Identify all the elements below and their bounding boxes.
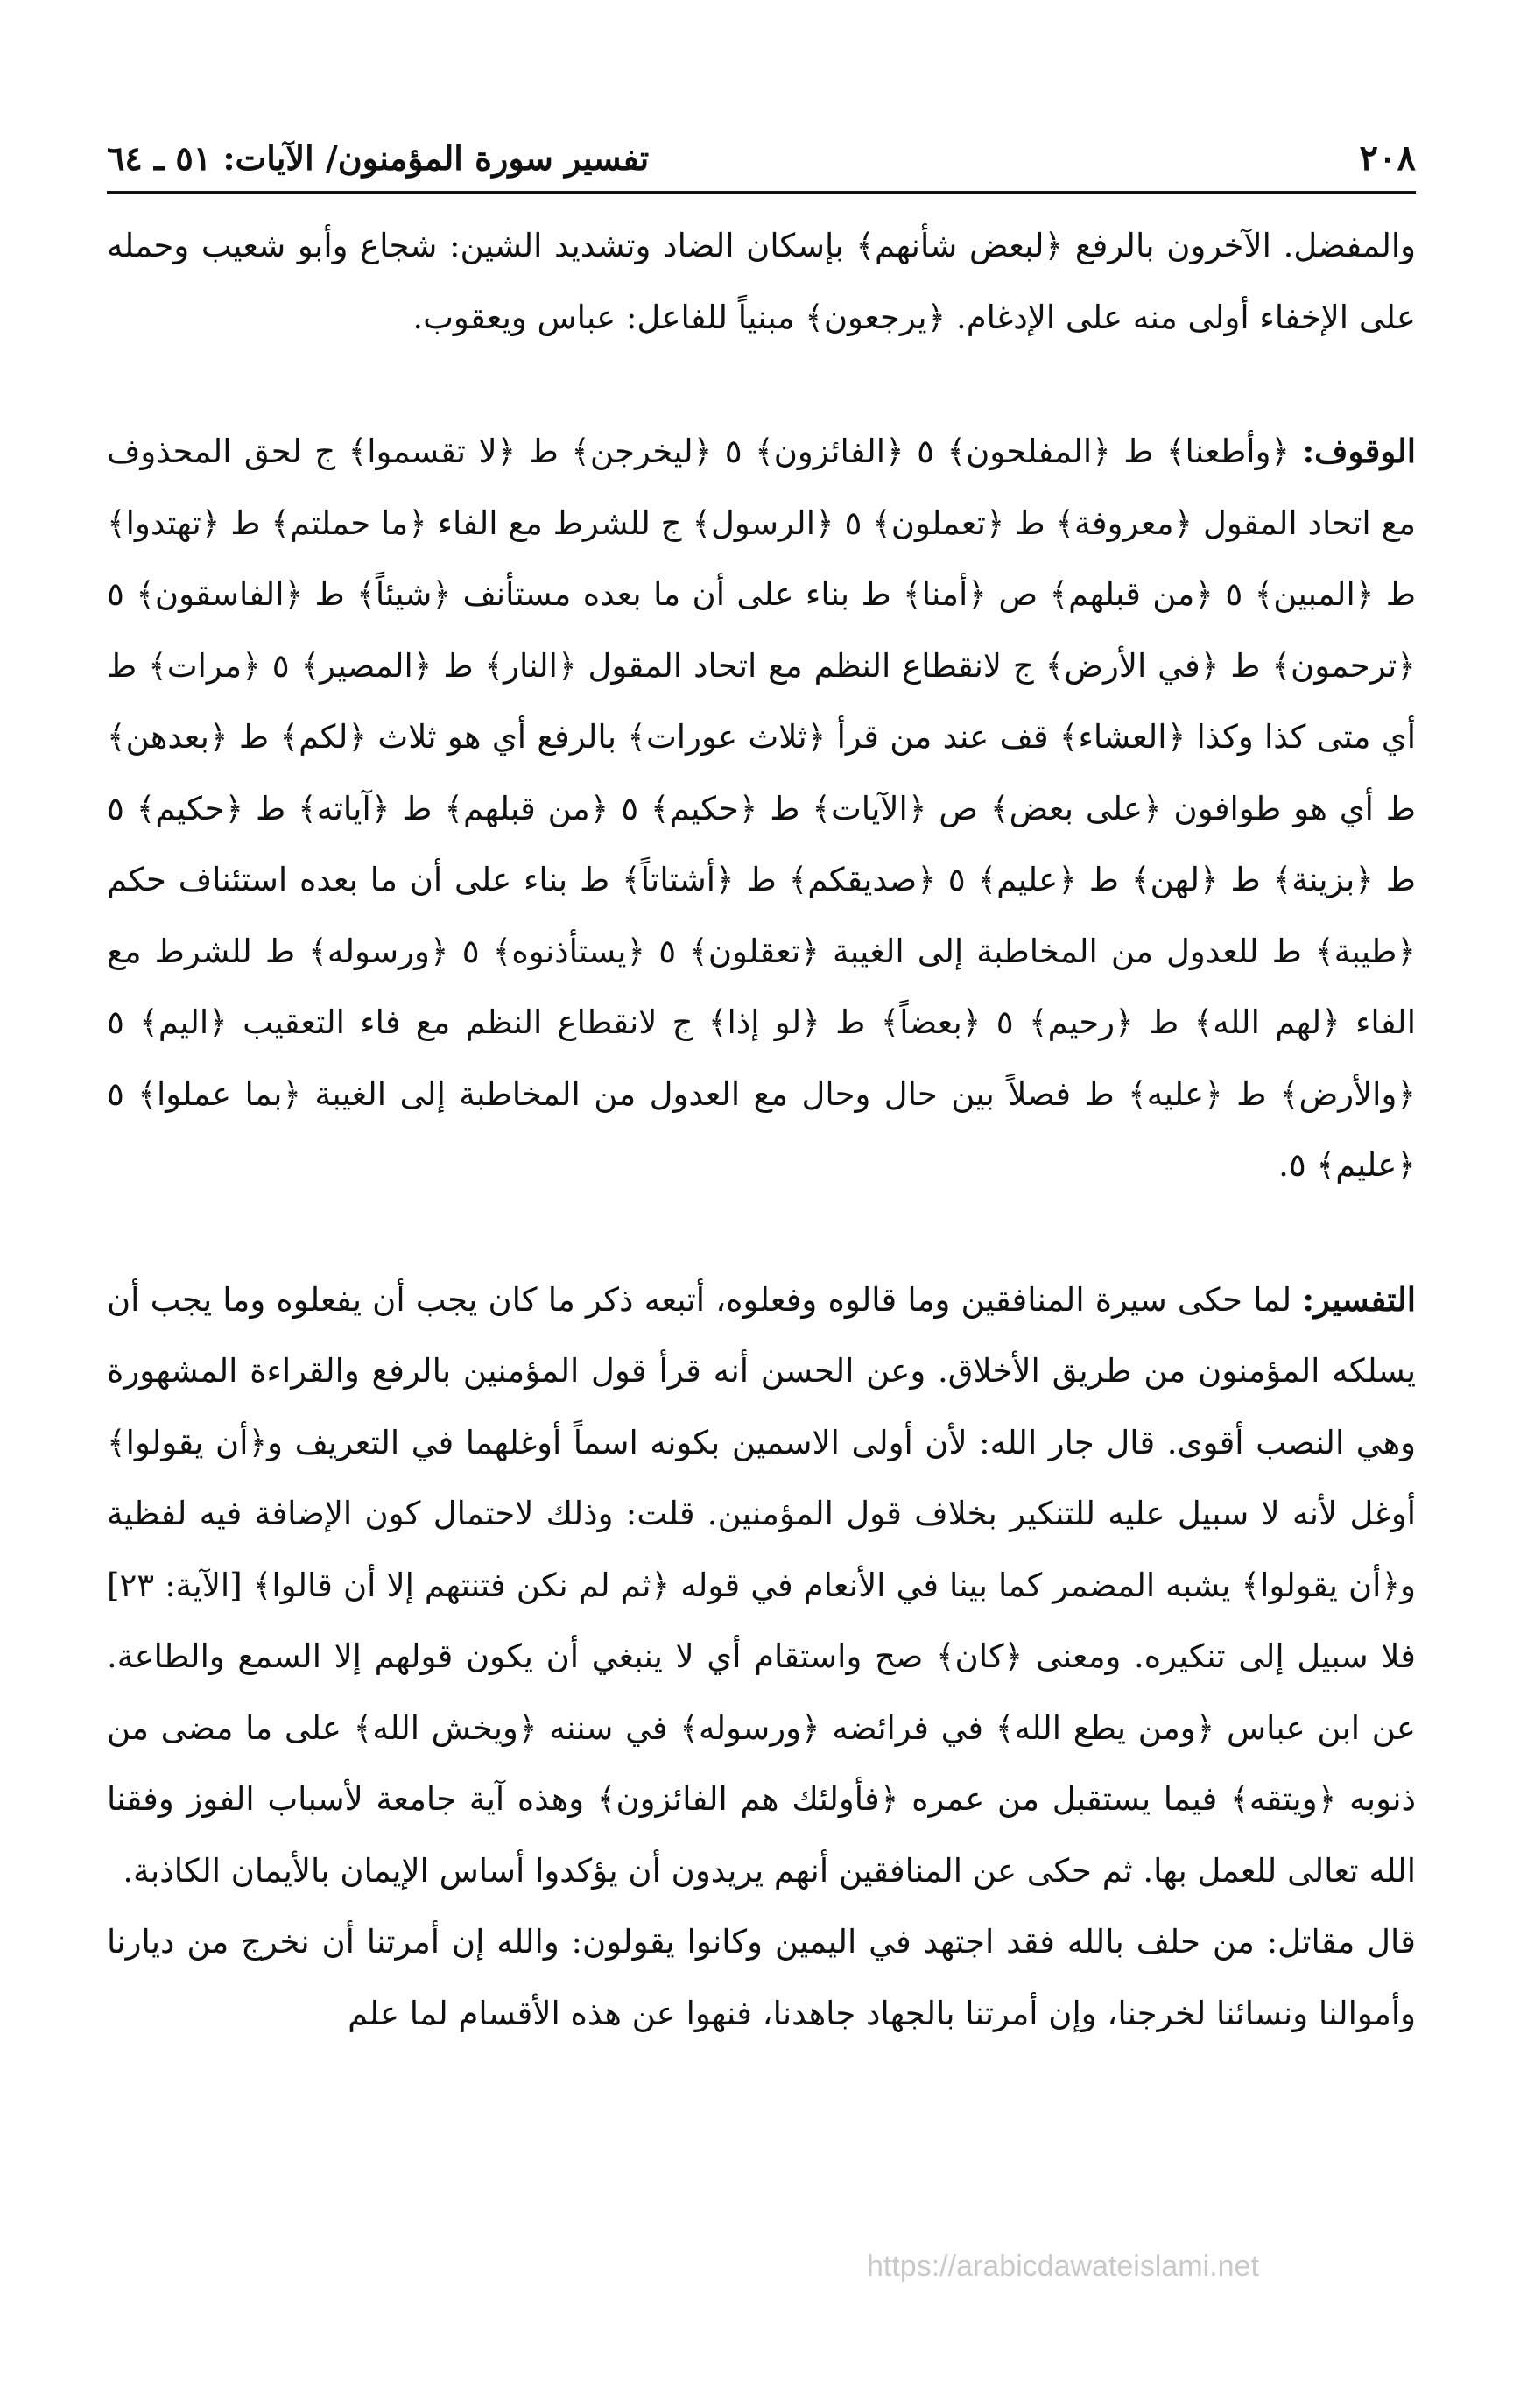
section-label-stops: الوقوف: [1302, 432, 1416, 470]
paragraph-readings: والمفضل. الآخرون بالرفع ﴿لبعض شأنهم﴾ بإسكان الضاد وتشديد الشين: شجاع وأبو شعيب وحمله على الإخفاء أولى منه على الإدغام. ﴿يرجعون﴾ مبنياً للفاعل: عباس ويعقوب. [107, 227, 1416, 336]
paragraph-stops-text: ﴿وأطعنا﴾ ط ﴿المفلحون﴾ ٥ ﴿الفائزون﴾ ٥ ﴿ليخرجن﴾ ط ﴿لا تقسموا﴾ ج لحق المحذوف مع اتحاد المقول ﴿معروفة﴾ ط ﴿تعملون﴾ ٥ ﴿الرسول﴾ ج للشرط مع الفاء ﴿ما حملتم﴾ ط ﴿تهتدوا﴾ ط ﴿المبين﴾ ٥ ﴿من قبلهم﴾ ص ﴿أمنا﴾ ط بناء على أن ما بعده مستأنف ﴿شيئاً﴾ ط ﴿الفاسقون﴾ ٥ ﴿ترحمون﴾ ط ﴿في الأرض﴾ ج لانقطاع النظم مع اتحاد المقول ﴿النار﴾ ط ﴿المصير﴾ ٥ ﴿مرات﴾ ط أي متى كذا وكذا ﴿العشاء﴾ قف عند من قرأ ﴿ثلاث عورات﴾ بالرفع أي هو ثلاث ﴿لكم﴾ ط ﴿بعدهن﴾ ط أي هو طوافون ﴿على بعض﴾ ص ﴿الآيات﴾ ط ﴿حكيم﴾ ٥ ﴿من قبلهم﴾ ط ﴿آياته﴾ ط ﴿حكيم﴾ ٥ ط ﴿بزينة﴾ ط ﴿لهن﴾ ط ﴿عليم﴾ ٥ ﴿صديقكم﴾ ط ﴿أشتاتاً﴾ ط بناء على أن ما بعده استئناف حكم ﴿طيبة﴾ ط للعدول من المخاطبة إلى الغيبة ﴿تعقلون﴾ ٥ ﴿يستأذنوه﴾ ٥ ﴿ورسوله﴾ ط للشرط مع الفاء ﴿لهم الله﴾ ط ﴿رحيم﴾ ٥ ﴿بعضاً﴾ ط ﴿لو إذا﴾ ج لانقطاع النظم مع فاء التعقيب ﴿اليم﴾ ٥ ﴿والأرض﴾ ط ﴿عليه﴾ ط فصلاً بين حال وحال مع العدول من المخاطبة إلى الغيبة ﴿بما عملوا﴾ ٥ ﴿عليم﴾ ٥. [107, 433, 1417, 1184]
section-label-tafsir: التفسير: [1302, 1279, 1416, 1319]
paragraph-stops [107, 416, 1416, 1201]
paragraph-tafsir-text: لما حكى سيرة المنافقين وما قالوه وفعلوه، أتبعه ذكر ما كان يجب أن يفعلوه وما يجب أن يسلكه المؤمنون من طريق الأخلاق. وعن الحسن أنه قرأ قول المؤمنين بالرفع والقراءة المشهورة وهي النصب أقوى. قال جار الله: لأن أولى الاسمين بكونه اسماً أوغلهما في التعريف و﴿أن يقولوا﴾ أوغل لأنه لا سبيل عليه للتنكير بخلاف قول المؤمنين. قلت: وذلك لاحتمال كون الإضافة فيه لفظية و﴿أن يقولوا﴾ يشبه المضمر كما بينا في الأنعام في قوله ﴿ثم لم نكن فتنتهم إلا أن قالوا﴾ [الآية: ٢٣] فلا سبيل إلى تنكيره. ومعنى ﴿كان﴾ صح واستقام أي لا ينبغي أن يكون قولهم إلا السمع والطاعة. عن ابن عباس ﴿ومن يطع الله﴾ في فرائضه ﴿ورسوله﴾ في سننه ﴿ويخش الله﴾ على ما مضى من ذنوبه ﴿ويتقه﴾ فيما يستقبل من عمره ﴿فأولئك هم الفائزون﴾ وهذه آية جامعة لأسباب الفوز وفقنا الله تعالى للعمل بها. ثم حكى عن المنافقين أنهم يريدون أن يؤكدوا أساس الإيمان بالأيمان الكاذبة. [107, 1280, 1416, 1890]
paragraph-tafsir [107, 1264, 1416, 1907]
body-text [107, 210, 1416, 2049]
paragraph-muqatil: قال مقاتل: من حلف بالله فقد اجتهد في اليمين وكانوا يقولون: والله إن أمرتنا أن نخرج من ديارنا وأموالنا ونسائنا لخرجنا، وإن أمرتنا بالجهاد جاهدنا، فنهوا عن هذه الأقسام لما علم [107, 1923, 1416, 2032]
header-divider [107, 191, 1416, 194]
page-header [107, 131, 1416, 186]
page-number: ٢٠٨ [1359, 137, 1416, 179]
running-title: تفسير سورة المؤمنون/ الآيات: ٥١ ـ ٦٤ [107, 138, 650, 178]
watermark-url: https://arabicdawateislami.net [867, 2250, 1259, 2283]
